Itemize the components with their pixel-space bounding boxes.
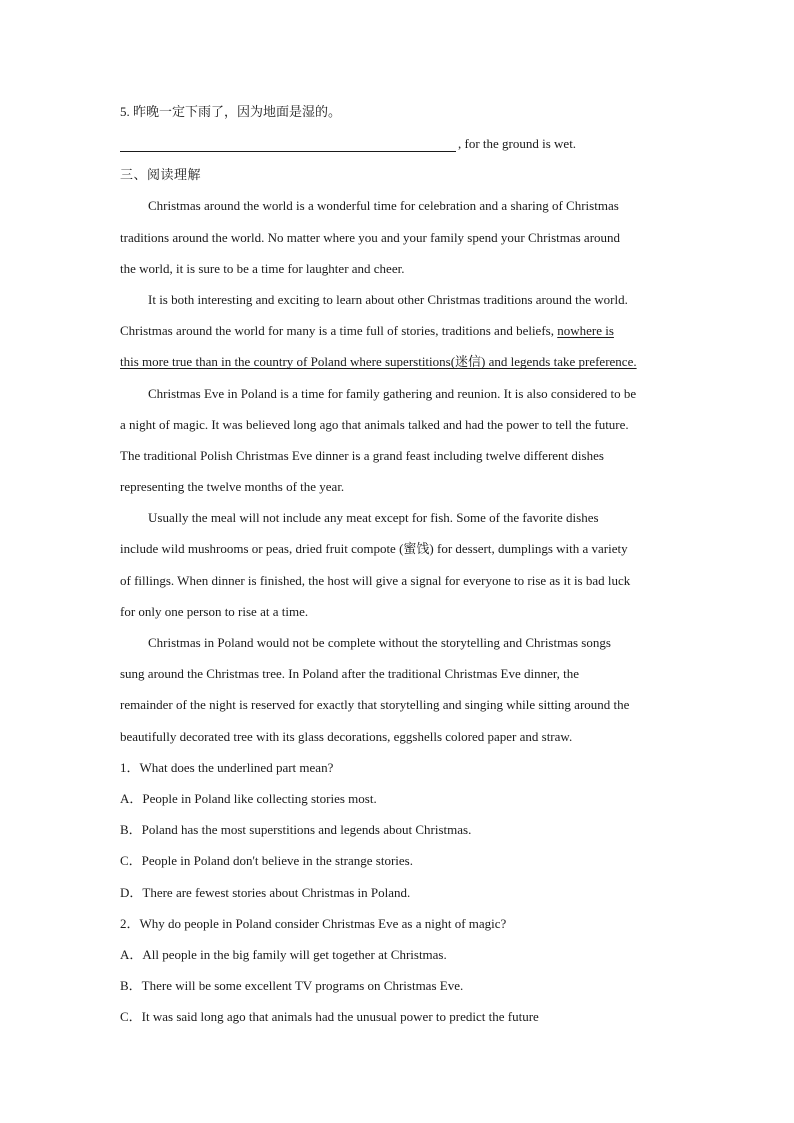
passage-p4-line2: include wild mushrooms or peas, dried fruit compote (蜜饯) for dessert, dumplings with a variety [120,541,628,557]
passage-p1-line3: the world, it is sure to be a time for laughter and cheer. [120,260,405,276]
passage-p4-line4: for only one person to rise at a time. [120,603,309,619]
passage-p2-line2 [120,315,678,346]
underlined-part-end: this more true than in the country of Poland where superstitions(迷信) and legends take preference. [120,354,637,370]
passage-p5-line4: beautifully decorated tree with its glass decorations, eggshells colored paper and straw. [120,728,573,744]
translation-q5-suffix: , for the ground is wet. [458,136,577,151]
question-2-option-b[interactable]: B．There will be some excellent TV programs on Christmas Eve. [120,978,464,994]
answer-blank[interactable] [120,133,456,152]
passage-p5-line1: Christmas in Poland would not be complete without the storytelling and Christmas songs [148,635,611,650]
passage-p5-line2: sung around the Christmas tree. In Poland after the traditional Christmas Eve dinner, the [120,666,580,682]
section-heading-reading: 三、阅读理解 [120,167,202,183]
passage-p4-line3: of fillings. When dinner is finished, the host will give a signal for everyone to rise as it is bad luck [120,572,631,588]
question-1-stem: 1．What does the underlined part mean? [120,759,334,775]
question-1-option-a[interactable]: A．People in Poland like collecting stories most. [120,790,377,806]
question-2-stem: 2．Why do people in Poland consider Christmas Eve as a night of magic? [120,915,507,931]
passage-p4-line1: Usually the meal will not include any meat except for fish. Some of the favorite dishes [148,510,599,526]
passage-p1-line2: traditions around the world. No matter where you and your family spend your Christmas around [120,229,621,245]
question-2-option-a[interactable]: A．All people in the big family will get together at Christmas. [120,946,447,962]
passage-p3-line4: representing the twelve months of the year. [120,479,345,495]
document-page [120,96,678,1032]
underlined-part-start: nowhere is [557,323,614,339]
passage-p3-line1: Christmas Eve in Poland is a time for family gathering and reunion. It is also considered to be [148,385,637,401]
passage-p2-line3 [120,346,678,377]
question-1-option-b[interactable]: B．Poland has the most superstitions and legends about Christmas. [120,822,472,838]
question-1-option-d[interactable]: D．There are fewest stories about Christmas in Poland. [120,884,411,900]
passage-p1-line1: Christmas around the world is a wonderful time for celebration and a sharing of Christmas [148,198,619,214]
passage-p2-line1: It is both interesting and exciting to learn about other Christmas traditions around the world. [148,291,628,307]
question-2-option-c[interactable]: C．It was said long ago that animals had the unusual power to predict the future [120,1009,539,1025]
translation-q5-prompt: 5. 昨晚一定下雨了，因为地面是湿的。 [120,104,342,119]
passage-p3-line3: The traditional Polish Christmas Eve dinner is a grand feast including twelve different dishes [120,447,604,463]
passage-p3-line2: a night of magic. It was believed long ago that animals talked and had the power to tell the future. [120,416,629,432]
passage-p2-line2-plain: Christmas around the world for many is a time full of stories, traditions and beliefs, [120,323,558,339]
question-1-option-c[interactable]: C．People in Poland don't believe in the strange stories. [120,853,413,869]
translation-q5-answer-line [120,128,678,159]
passage-p5-line3: remainder of the night is reserved for exactly that storytelling and singing while sitting around the [120,697,630,713]
